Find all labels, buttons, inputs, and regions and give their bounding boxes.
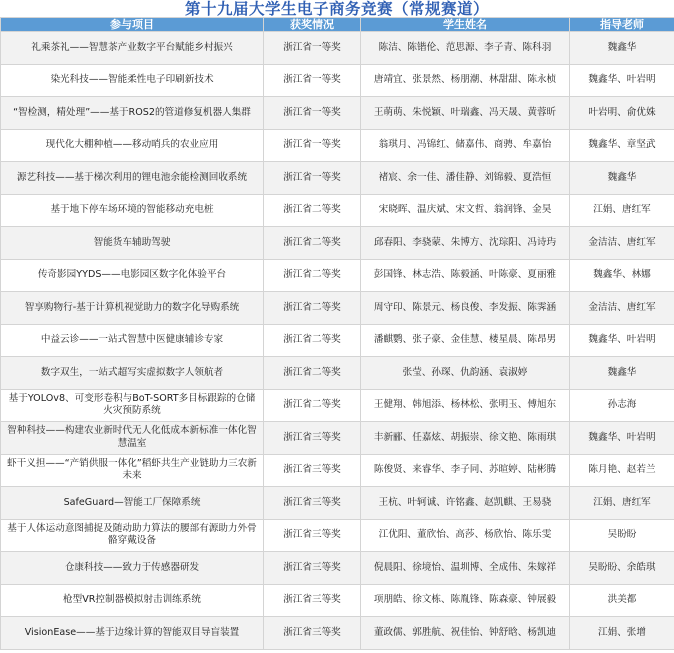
table-header-row: [1, 18, 674, 32]
award-cell: 浙江省二等奖: [264, 324, 361, 357]
award-cell: 浙江省二等奖: [264, 389, 361, 422]
table-body: [1, 32, 674, 650]
award-cell: 浙江省二等奖: [264, 227, 361, 260]
project-cell: 智享购物行-基于计算机视觉助力的数字化导购系统: [1, 292, 264, 325]
teachers-cell: 吴盼盼、余皓琪: [570, 552, 674, 585]
award-cell: 浙江省一等奖: [264, 97, 361, 130]
students-cell: 陈洁、陈锴伦、范思源、李子青、陈科羽: [361, 32, 570, 65]
students-cell: 邱春阳、李骁蒙、朱博方、沈琮阳、冯诗玙: [361, 227, 570, 260]
teachers-cell: 金洁洁、唐红军: [570, 292, 674, 325]
award-cell: 浙江省二等奖: [264, 357, 361, 390]
table-row: [1, 162, 674, 195]
project-cell: 智能货车辅助驾驶: [1, 227, 264, 260]
header-teachers: 指导老师: [570, 18, 674, 32]
award-cell: 浙江省二等奖: [264, 194, 361, 227]
table-row: [1, 357, 674, 390]
table-row: [1, 487, 674, 520]
award-cell: 浙江省三等奖: [264, 584, 361, 617]
project-cell: 传奇影园YYDS——电影园区数字化体验平台: [1, 259, 264, 292]
project-cell: 中益云诊——一站式智慧中医健康辅诊专家: [1, 324, 264, 357]
students-cell: 陈俊贤、来睿华、李子同、苏暄婷、陆彬腾: [361, 454, 570, 487]
teachers-cell: 江娟、唐红军: [570, 194, 674, 227]
teachers-cell: 魏鑫华、章坚武: [570, 129, 674, 162]
students-cell: 项朋皓、徐文栋、陈胤锋、陈森豪、钟展毅: [361, 584, 570, 617]
table-row: [1, 617, 674, 650]
students-cell: 王萌萌、朱悦颖、叶瑞鑫、冯天晟、黄蓉昕: [361, 97, 570, 130]
table-row: [1, 32, 674, 65]
students-cell: 潘麒鹦、张子豪、金佳慧、楼星晨、陈昂男: [361, 324, 570, 357]
award-cell: 浙江省二等奖: [264, 259, 361, 292]
students-cell: 倪晨阳、徐境怡、温圳博、全成伟、朱嫁祥: [361, 552, 570, 585]
header-project: 参与项目: [1, 18, 264, 32]
award-cell: 浙江省一等奖: [264, 129, 361, 162]
students-cell: 唐靖宜、张景然、杨朋潮、林甜甜、陈永桢: [361, 64, 570, 97]
students-cell: 王健翔、韩旭添、杨林松、张明玉、傅旭东: [361, 389, 570, 422]
table-row: [1, 227, 674, 260]
students-cell: 王杭、叶轲诚、许铭鑫、赵凯麒、王易骁: [361, 487, 570, 520]
award-cell: 浙江省三等奖: [264, 487, 361, 520]
page-title: 第十九届大学生电子商务竞赛（常规赛道）: [184, 0, 489, 18]
table-row: [1, 552, 674, 585]
students-cell: 彭国锋、林志浩、陈毅涵、叶陈豪、夏丽雅: [361, 259, 570, 292]
table-row: [1, 324, 674, 357]
students-cell: 周守印、陈景元、杨良俊、李发振、陈霁涵: [361, 292, 570, 325]
award-cell: 浙江省三等奖: [264, 552, 361, 585]
award-cell: 浙江省三等奖: [264, 617, 361, 650]
teachers-cell: 魏鑫华: [570, 32, 674, 65]
students-cell: 褚宸、余一佳、潘佳静、刘锦毅、夏浩恒: [361, 162, 570, 195]
students-cell: 江优阳、董欣怡、高莎、杨欣怡、陈乐雯: [361, 519, 570, 552]
award-cell: 浙江省一等奖: [264, 162, 361, 195]
table-row: [1, 422, 674, 455]
teachers-cell: 叶岩明、俞优姝: [570, 97, 674, 130]
students-cell: 丰新郦、任嘉炫、胡振崇、徐文艳、陈雨琪: [361, 422, 570, 455]
project-cell: 智种科技——构建农业新时代无人化低成本新标准一体化智慧温室: [1, 422, 264, 455]
table-row: [1, 129, 674, 162]
table-row: [1, 194, 674, 227]
award-cell: 浙江省三等奖: [264, 422, 361, 455]
project-cell: 数字双生，一站式超写实虚拟数字人领航者: [1, 357, 264, 390]
students-cell: 董政儒、郭胜航、祝佳怡、钟舒晗、杨凯迪: [361, 617, 570, 650]
students-cell: 翁琪月、冯锦红、储嘉伟、商骋、牟嘉怡: [361, 129, 570, 162]
project-cell: 源艺科技——基于梯次利用的锂电池余能检测回收系统: [1, 162, 264, 195]
teachers-cell: 魏鑫华、叶岩明: [570, 64, 674, 97]
table-row: [1, 259, 674, 292]
teachers-cell: 洪美都: [570, 584, 674, 617]
teachers-cell: 魏鑫华、叶岩明: [570, 324, 674, 357]
project-cell: 基于人体运动意图捕捉及随动助力算法的腰部有源助力外骨骼穿戴设备: [1, 519, 264, 552]
teachers-cell: 魏鑫华: [570, 357, 674, 390]
teachers-cell: 陈月艳、赵若兰: [570, 454, 674, 487]
header-award: 获奖情况: [264, 18, 361, 32]
teachers-cell: 金洁洁、唐红军: [570, 227, 674, 260]
award-cell: 浙江省三等奖: [264, 454, 361, 487]
project-cell: 礼乘茶礼——智慧茶产业数字平台赋能乡村振兴: [1, 32, 264, 65]
students-cell: 张莹、孙琛、仇韵涵、袁淑婷: [361, 357, 570, 390]
teachers-cell: 孙志海: [570, 389, 674, 422]
teachers-cell: 魏鑫华: [570, 162, 674, 195]
award-cell: 浙江省二等奖: [264, 292, 361, 325]
table-row: [1, 389, 674, 422]
project-cell: SafeGuard—智能工厂保障系统: [1, 487, 264, 520]
awards-table: [0, 17, 674, 650]
table-row: [1, 584, 674, 617]
award-cell: 浙江省一等奖: [264, 32, 361, 65]
project-cell: 虾干义担——“产销供服一体化”稻虾共生产业链助力三农新未来: [1, 454, 264, 487]
table-row: [1, 454, 674, 487]
project-cell: 基于YOLOv8、可变形卷积与BoT-SORT多目标跟踪的仓储火灾预防系统: [1, 389, 264, 422]
award-cell: 浙江省三等奖: [264, 519, 361, 552]
project-cell: 染光科技——智能柔性电子印刷新技术: [1, 64, 264, 97]
table-row: [1, 64, 674, 97]
project-cell: “智检测，精处理”——基于ROS2的管道修复机器人集群: [1, 97, 264, 130]
project-cell: 枪型VR控制器模拟射击训练系统: [1, 584, 264, 617]
award-cell: 浙江省一等奖: [264, 64, 361, 97]
table-row: [1, 519, 674, 552]
table-row: [1, 97, 674, 130]
students-cell: 宋晓晖、温庆斌、宋文哲、翁润锋、金昊: [361, 194, 570, 227]
project-cell: 仓康科技——致力于传感器研发: [1, 552, 264, 585]
teachers-cell: 魏鑫华、林娜: [570, 259, 674, 292]
teachers-cell: 吴盼盼: [570, 519, 674, 552]
teachers-cell: 江娟、唐红军: [570, 487, 674, 520]
project-cell: 基于地下停车场环境的智能移动充电桩: [1, 194, 264, 227]
teachers-cell: 江娟、张增: [570, 617, 674, 650]
project-cell: VisionEase——基于边缘计算的智能双目导盲装置: [1, 617, 264, 650]
teachers-cell: 魏鑫华、叶岩明: [570, 422, 674, 455]
project-cell: 现代化大棚种植——移动哨兵的农业应用: [1, 129, 264, 162]
header-students: 学生姓名: [361, 18, 570, 32]
table-row: [1, 292, 674, 325]
